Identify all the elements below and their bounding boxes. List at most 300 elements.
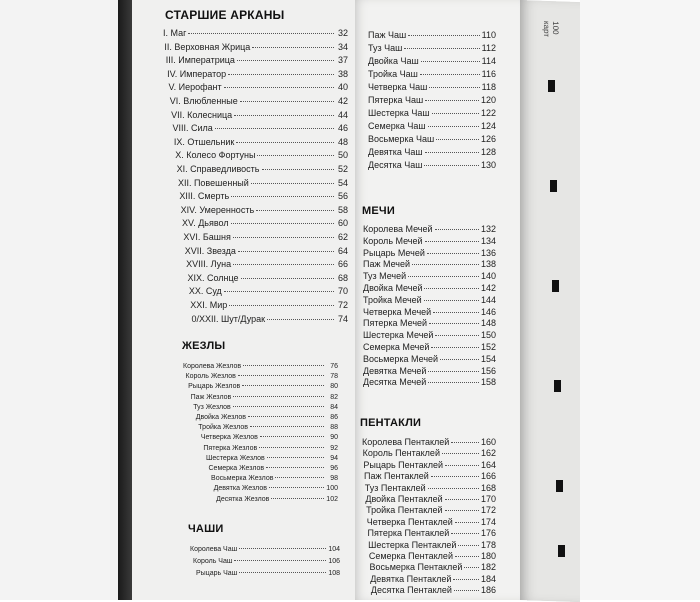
toc-entry-page: 74 [337, 313, 348, 324]
dot-leader [239, 548, 326, 549]
dot-leader [224, 291, 334, 292]
next-page-text: 100 карт [542, 20, 560, 38]
dot-leader [234, 560, 326, 561]
dot-leader [241, 278, 334, 279]
toc-entry-title: I. Маг [163, 28, 187, 38]
toc-entry-title: Рыцарь Пентаклей [363, 459, 443, 470]
toc-entry-major [171, 110, 348, 121]
toc-entry-title: Король Чаш [193, 558, 233, 565]
section-title-wands: ЖЕЗЛЫ [182, 340, 226, 352]
toc-entry-page: 172 [480, 505, 496, 516]
toc-entry-page: 174 [480, 516, 496, 527]
dot-leader [252, 47, 334, 48]
toc-entry-wands [203, 444, 338, 453]
toc-entry-title: V. Иерофант [168, 82, 222, 93]
dot-leader [440, 359, 479, 360]
dot-leader [435, 335, 479, 336]
dot-leader [267, 319, 334, 320]
section-title-swords: МЕЧИ [362, 205, 395, 217]
toc-entry-cups [193, 557, 340, 566]
toc-entry-title: Семерка Чаш [368, 121, 426, 131]
toc-entry-page: 186 [480, 585, 496, 596]
toc-entry-title: Паж Пентаклей [364, 471, 429, 482]
dot-leader [412, 264, 479, 265]
toc-entry-wands [216, 495, 338, 504]
toc-entry-pentacles [363, 460, 496, 471]
toc-entry-page: 130 [480, 160, 496, 170]
toc-entry-cups [196, 569, 340, 578]
dot-leader [251, 183, 334, 184]
toc-entry-page: 134 [480, 235, 496, 246]
tab-marker [554, 380, 561, 392]
toc-entry-page: 140 [480, 271, 496, 282]
toc-entry-title: Паж Мечей [363, 259, 411, 270]
toc-entry-page: 72 [337, 300, 348, 310]
toc-entry-page: 144 [480, 294, 496, 305]
toc-entry-swords [363, 366, 496, 377]
toc-entry-cups [368, 160, 496, 171]
toc-entry-cups [368, 121, 496, 132]
toc-entry-page: 138 [480, 259, 496, 270]
dot-leader [240, 101, 334, 102]
toc-entry-title: Тройка Жезлов [198, 424, 248, 432]
toc-entry-title: Десятка Чаш [368, 160, 423, 170]
toc-entry-title: Король Жезлов [185, 373, 236, 381]
dot-leader [233, 264, 334, 265]
toc-entry-major [173, 123, 348, 134]
toc-entry-title: Тройка Чаш [368, 69, 418, 79]
toc-entry-wands [214, 484, 338, 493]
toc-entry-title: 0/XXII. Шут/Дурак [191, 313, 266, 324]
dot-leader [236, 142, 334, 143]
dot-leader [269, 487, 324, 488]
toc-entry-title: Рыцарь Жезлов [188, 383, 241, 391]
dot-leader [432, 113, 479, 114]
toc-entry-page: 154 [480, 353, 496, 364]
toc-entry-page: 64 [337, 245, 348, 256]
toc-entry-major [175, 150, 348, 161]
toc-entry-title: Девятка Пентаклей [370, 573, 452, 584]
toc-entry-title: Двойка Мечей [363, 283, 423, 293]
toc-entry-title: Королева Мечей [363, 224, 433, 234]
toc-entry-title: XXI. Мир [190, 300, 228, 310]
toc-entry-pentacles [370, 562, 496, 573]
toc-entry-page: 52 [337, 164, 348, 174]
toc-entry-page: 110 [481, 30, 496, 40]
toc-entry-swords [363, 224, 496, 235]
toc-entry-title: Десятка Жезлов [216, 495, 270, 503]
toc-entry-page: 100 [326, 485, 338, 493]
dot-leader [238, 251, 334, 252]
toc-entry-title: Десятка Мечей [363, 377, 427, 388]
toc-entry-page: 170 [480, 494, 496, 504]
toc-entry-page: 162 [480, 448, 496, 459]
toc-entry-page: 94 [330, 454, 338, 462]
toc-entry-page: 166 [480, 471, 496, 482]
toc-entry-page: 150 [480, 330, 496, 341]
toc-entry-major [166, 55, 348, 66]
toc-entry-swords [363, 354, 496, 365]
toc-entry-page: 32 [337, 28, 348, 38]
toc-entry-swords [363, 307, 496, 318]
toc-entry-swords [363, 259, 496, 270]
dot-leader [233, 396, 324, 397]
dot-leader [256, 210, 334, 211]
toc-entry-title: XV. Дьявол [182, 218, 229, 229]
dot-leader [188, 33, 334, 34]
toc-entry-pentacles [371, 585, 496, 596]
toc-entry-page: 70 [337, 286, 348, 297]
toc-entry-page: 62 [337, 232, 348, 242]
toc-entry-title: Семерка Жезлов [208, 465, 265, 472]
toc-entry-title: XVII. Звезда [184, 245, 236, 256]
dot-leader [257, 155, 334, 156]
book-edge-shadow [118, 0, 132, 600]
toc-entry-title: Четверка Мечей [363, 306, 432, 317]
toc-entry-title: Семерка Пентаклей [368, 551, 453, 561]
toc-entry-title: Рыцарь Мечей [363, 247, 425, 258]
toc-entry-cups [368, 82, 496, 93]
dot-leader [424, 288, 478, 289]
toc-entry-page: 37 [337, 55, 348, 66]
toc-entry-major [164, 42, 348, 53]
toc-entry-page: 78 [330, 373, 338, 381]
toc-entry-title: Четверка Жезлов [200, 434, 258, 442]
dot-leader [429, 87, 479, 88]
toc-entry-page: 164 [480, 459, 496, 470]
toc-entry-page: 96 [330, 465, 338, 472]
toc-entry-page: 142 [480, 283, 496, 293]
toc-entry-pentacles [368, 540, 496, 551]
toc-entry-swords [363, 377, 496, 388]
toc-entry-title: Семерка Мечей [363, 342, 430, 352]
toc-entry-page: 136 [480, 247, 496, 258]
toc-entry-major [187, 273, 348, 284]
toc-entry-title: X. Колесо Фортуны [175, 150, 256, 161]
toc-entry-page: 124 [480, 121, 496, 131]
toc-entry-title: XVIII. Луна [186, 259, 232, 270]
dot-leader [234, 115, 334, 116]
toc-entry-pentacles [369, 551, 496, 562]
dot-leader [455, 556, 479, 557]
dot-leader [453, 579, 479, 580]
toc-entry-title: IX. Отшельник [173, 136, 235, 147]
dot-leader [451, 442, 479, 443]
toc-entry-cups [368, 56, 496, 67]
toc-entry-page: 178 [480, 539, 496, 550]
toc-entry-page: 180 [480, 551, 496, 561]
toc-entry-pentacles [365, 483, 496, 494]
toc-entry-title: Тройка Пентаклей [366, 505, 443, 516]
toc-entry-title: Тройка Мечей [363, 294, 422, 305]
toc-entry-title: Восьмерка Чаш [368, 134, 435, 144]
toc-entry-wands [206, 454, 338, 463]
toc-entry-title: Туз Чаш [368, 43, 403, 53]
toc-entry-page: 40 [337, 82, 348, 93]
dot-leader [231, 196, 334, 197]
dot-leader [271, 498, 324, 499]
toc-entry-title: Пятерка Жезлов [203, 444, 258, 452]
toc-entry-page: 114 [481, 56, 496, 66]
toc-entry-page: 84 [330, 403, 338, 411]
toc-entry-title: II. Верховная Жрица [164, 41, 251, 52]
toc-entry-major [181, 205, 348, 216]
toc-entry-pentacles [370, 574, 496, 585]
toc-entry-page: 168 [480, 482, 496, 493]
dot-leader [404, 48, 479, 49]
dot-leader [237, 60, 334, 61]
toc-entry-cups [368, 108, 496, 119]
toc-entry-major [179, 191, 348, 202]
toc-entry-title: XIV. Умеренность [180, 204, 255, 215]
toc-entry-cups [368, 69, 496, 80]
toc-entry-title: Шестерка Мечей [363, 330, 434, 341]
section-title-major-arcana: СТАРШИЕ АРКАНЫ [165, 8, 285, 22]
toc-entry-title: XII. Повешенный [177, 177, 249, 188]
toc-entry-title: Рыцарь Чаш [196, 570, 238, 577]
toc-entry-page: 118 [481, 82, 496, 92]
toc-entry-major [168, 82, 348, 93]
toc-entry-cups [368, 30, 496, 41]
toc-entry-major [186, 259, 348, 270]
toc-entry-page: 68 [337, 272, 348, 283]
toc-entry-page: 88 [330, 424, 338, 432]
toc-entry-page: 122 [480, 108, 496, 118]
toc-entry-title: III. Императрица [165, 55, 235, 66]
toc-entry-wands [198, 423, 338, 432]
toc-entry-page: 56 [337, 191, 348, 202]
dot-leader [215, 128, 334, 129]
dot-leader [442, 453, 479, 454]
dot-leader [428, 382, 479, 383]
toc-entry-swords [363, 342, 496, 353]
toc-entry-pentacles [364, 471, 496, 482]
toc-entry-title: Король Мечей [363, 235, 423, 246]
dot-leader [248, 416, 324, 417]
toc-entry-major [183, 232, 348, 243]
toc-entry-major [192, 314, 348, 325]
tab-marker [550, 180, 557, 192]
toc-entry-page: 46 [337, 123, 348, 134]
toc-entry-title: Девятка Мечей [363, 365, 427, 376]
dot-leader [224, 87, 334, 88]
toc-entry-pentacles [367, 528, 496, 539]
dot-leader [239, 572, 326, 573]
toc-entry-page: 102 [326, 495, 338, 503]
dot-leader [435, 229, 479, 230]
toc-entry-page: 66 [337, 259, 348, 270]
toc-entry-page: 112 [481, 43, 496, 53]
toc-entry-major [190, 300, 348, 311]
toc-entry-cups [368, 134, 496, 145]
dot-leader [428, 126, 479, 127]
toc-entry-page: 82 [330, 393, 338, 401]
dot-leader [267, 457, 324, 458]
toc-entry-title: Пятерка Мечей [363, 318, 428, 329]
toc-entry-swords [363, 248, 496, 259]
toc-entry-title: Туз Мечей [363, 271, 407, 282]
toc-entry-page: 152 [480, 342, 496, 352]
dot-leader [408, 35, 479, 36]
dot-leader [451, 533, 479, 534]
dot-leader [425, 152, 479, 153]
toc-entry-wands [191, 393, 338, 402]
toc-entry-major [178, 178, 348, 189]
dot-leader [425, 241, 479, 242]
toc-entry-major [182, 218, 348, 229]
dot-leader [262, 169, 334, 170]
toc-entry-wands [201, 433, 338, 442]
toc-entry-pentacles [366, 505, 496, 516]
toc-entry-page: 34 [337, 41, 348, 52]
toc-entry-wands [188, 382, 338, 391]
toc-entry-title: Десятка Пентаклей [370, 585, 452, 596]
toc-entry-title: Паж Жезлов [190, 393, 232, 401]
dot-leader [464, 567, 479, 568]
toc-entry-page: 120 [480, 95, 496, 105]
toc-entry-cups [368, 147, 496, 158]
toc-entry-page: 156 [480, 365, 496, 376]
toc-entry-swords [363, 236, 496, 247]
dot-leader [238, 375, 324, 376]
toc-entry-swords [363, 330, 496, 341]
toc-entry-major [174, 137, 348, 148]
section-title-pentacles: ПЕНТАКЛИ [360, 417, 422, 429]
toc-entry-page: 80 [330, 383, 338, 391]
toc-entry-major [163, 28, 348, 39]
dot-leader [445, 499, 479, 500]
toc-entry-page: 48 [337, 136, 348, 147]
toc-entry-page: 98 [330, 475, 338, 483]
toc-entry-title: XIII. Смерть [179, 191, 230, 202]
toc-entry-page: 60 [337, 218, 348, 229]
dot-leader [436, 139, 479, 140]
toc-entry-title: Девятка Чаш [368, 147, 423, 157]
dot-leader [250, 426, 324, 427]
dot-leader [259, 447, 324, 448]
toc-entry-page: 184 [480, 573, 496, 584]
toc-entry-pentacles [363, 448, 496, 459]
toc-entry-cups [368, 95, 496, 106]
toc-entry-title: Паж Чаш [368, 30, 407, 40]
dot-leader [229, 305, 334, 306]
toc-entry-title: Королева Чаш [190, 546, 238, 553]
toc-entry-page: 148 [480, 318, 496, 329]
dot-leader [424, 165, 479, 166]
toc-entry-swords [363, 271, 496, 282]
toc-entry-title: Туз Пентаклей [364, 482, 426, 493]
dot-leader [228, 74, 334, 75]
dot-leader [445, 465, 479, 466]
dot-leader [455, 522, 479, 523]
dot-leader [233, 237, 334, 238]
toc-entry-pentacles [362, 437, 496, 448]
toc-entry-wands [186, 372, 338, 381]
toc-entry-title: VII. Колесница [171, 109, 233, 120]
toc-entry-major [167, 69, 348, 80]
toc-entry-page: 42 [337, 96, 348, 106]
toc-entry-title: IV. Император [167, 68, 227, 79]
dot-leader [420, 74, 480, 75]
toc-entry-title: VIII. Сила [172, 123, 213, 134]
toc-entry-title: Четверка Пентаклей [366, 516, 453, 527]
toc-entry-wands [209, 464, 339, 473]
toc-entry-page: 126 [480, 134, 496, 144]
toc-entry-wands [211, 474, 338, 483]
dot-leader [431, 476, 479, 477]
toc-entry-title: Восьмерка Жезлов [211, 475, 274, 483]
toc-entry-title: Шестерка Пентаклей [368, 539, 457, 550]
dot-leader [431, 347, 479, 348]
dot-leader [429, 323, 479, 324]
dot-leader [433, 312, 479, 313]
dot-leader [231, 223, 334, 224]
toc-entry-title: Пятерка Пентаклей [367, 528, 450, 539]
toc-entry-swords [363, 318, 496, 329]
toc-entry-page: 76 [330, 363, 338, 370]
dot-leader [428, 488, 479, 489]
dot-leader [445, 510, 479, 511]
toc-entry-page: 58 [337, 204, 348, 215]
dot-leader [233, 406, 324, 407]
toc-entry-page: 116 [481, 69, 496, 79]
toc-entry-swords [363, 283, 496, 294]
toc-entry-page: 128 [480, 147, 496, 157]
toc-entry-page: 106 [328, 558, 340, 565]
toc-entry-title: Четверка Чаш [368, 82, 428, 92]
toc-entry-page: 38 [337, 68, 348, 79]
toc-entry-title: Король Пентаклей [362, 448, 440, 459]
toc-entry-page: 54 [337, 177, 348, 188]
toc-entry-cups [190, 545, 340, 554]
toc-entry-title: XI. Справедливость [176, 164, 260, 174]
toc-entry-major [189, 286, 348, 297]
toc-entry-page: 92 [330, 444, 338, 452]
dot-leader [266, 467, 324, 468]
dot-leader [454, 590, 479, 591]
toc-entry-page: 50 [337, 150, 348, 161]
toc-entry-title: Шестерка Чаш [368, 108, 430, 118]
dot-leader [275, 477, 324, 478]
tab-marker [552, 280, 559, 292]
toc-entry-page: 132 [480, 224, 496, 234]
toc-entry-title: XVI. Башня [183, 232, 231, 242]
toc-entry-pentacles [365, 494, 496, 505]
toc-entry-title: Девятка Жезлов [213, 485, 267, 493]
tab-marker [556, 480, 563, 492]
toc-entry-wands [196, 413, 338, 422]
toc-entry-page: 160 [480, 437, 496, 447]
toc-entry-page: 90 [330, 434, 338, 442]
toc-entry-wands [183, 362, 338, 371]
tab-marker [548, 80, 555, 92]
toc-entry-major [170, 96, 348, 107]
toc-entry-page: 176 [480, 528, 496, 539]
dot-leader [260, 436, 324, 437]
toc-entry-title: Восьмерка Мечей [363, 353, 439, 364]
toc-entry-wands [193, 403, 338, 412]
toc-entry-title: Восьмерка Пентаклей [369, 562, 463, 573]
toc-entry-title: XX. Суд [188, 286, 222, 297]
dot-leader [427, 253, 479, 254]
toc-entry-title: Пятерка Чаш [368, 95, 424, 105]
toc-entry-title: Двойка Жезлов [195, 414, 247, 421]
background-right [580, 0, 700, 600]
toc-entry-page: 44 [337, 109, 348, 120]
dot-leader [421, 61, 480, 62]
toc-entry-title: Туз Жезлов [193, 403, 231, 411]
toc-entry-title: VI. Влюбленные [169, 96, 238, 106]
